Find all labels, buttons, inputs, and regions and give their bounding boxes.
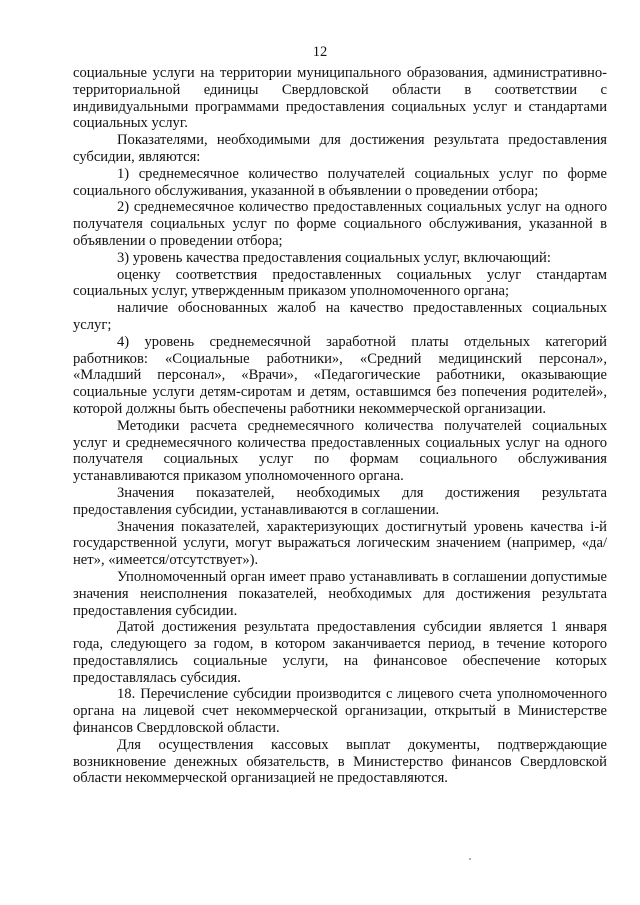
paragraph: Датой достижения результата предоставления субсидии является 1 января года, следующего за годом, в котором заканчивается период, в течение которого предоставлялись социальные услуги, на финансовое обеспечение которых предоставлялась субсидия. <box>73 619 607 686</box>
paragraph: Значения показателей, необходимых для достижения результата предоставления субсидии, устанавливаются в соглашении. <box>73 484 607 518</box>
page-number: 12 <box>312 44 328 60</box>
paragraph: наличие обоснованных жалоб на качество предоставленных социальных услуг; <box>73 300 607 333</box>
paragraph: 1) среднемесячное количество получателей социальных услуг по форме социального обслуживания, указанной в объявлении о проведении отбора; <box>73 165 607 199</box>
paragraph: 4) уровень среднемесячной заработной платы отдельных категорий работников: «Социальные работники», «Средний медицинский персонал», «Младший персонал», «Врачи», «Педагогические работники, оказывающие социальные услуги детям-сиротам и детям, оставшимся без попечения родителей», которой должны быть обеспечены работники некоммерческой организации. <box>73 333 607 417</box>
scan-speck <box>469 858 471 860</box>
paragraph: 2) среднемесячное количество предоставленных социальных услуг на одного получателя социальных услуг по форме социального обслуживания, указанной в объявлении о проведении отбора; <box>73 199 607 249</box>
paragraph: 18. Перечисление субсидии производится с лицевого счета уполномоченного органа на лицевой счет некоммерческой организации, открытый в Министерстве финансов Свердловской области. <box>73 686 607 737</box>
document-body <box>73 65 607 787</box>
paragraph: 3) уровень качества предоставления социальных услуг, включающий: <box>117 249 551 266</box>
paragraph: Методики расчета среднемесячного количества получателей социальных услуг и среднемесячного количества предоставленных социальных услуг на одного получателя социальных услуг по формам социального обслуживания устанавливаются приказом уполномоченного органа. <box>73 417 607 485</box>
paragraph: Для осуществления кассовых выплат документы, подтверждающие возникновение денежных обязательств, в Министерство финансов Свердловской области некоммерческой организацией не предоставляются. <box>73 736 607 787</box>
paragraph: Показателями, необходимыми для достижения результата предоставления субсидии, являются: <box>73 132 607 165</box>
paragraph: Значения показателей, характеризующих достигнутый уровень качества i-й государственной услуги, могут выражаться логическим значением (например, «да/нет», «имеется/отсутствует»). <box>73 518 607 569</box>
paragraph: оценку соответствия предоставленных социальных услуг стандартам социальных услуг, утвержденным приказом уполномоченного органа; <box>73 266 607 300</box>
paragraph: Уполномоченный орган имеет право устанавливать в соглашении допустимые значения неисполнения показателей, необходимых для достижения результата предоставления субсидии. <box>73 568 607 619</box>
paragraph: социальные услуги на территории муниципального образования, административно-территориальной единицы Свердловской области в соответствии с индивидуальными программами предоставления социальных услуг и стандартами социальных услуг. <box>73 65 607 132</box>
